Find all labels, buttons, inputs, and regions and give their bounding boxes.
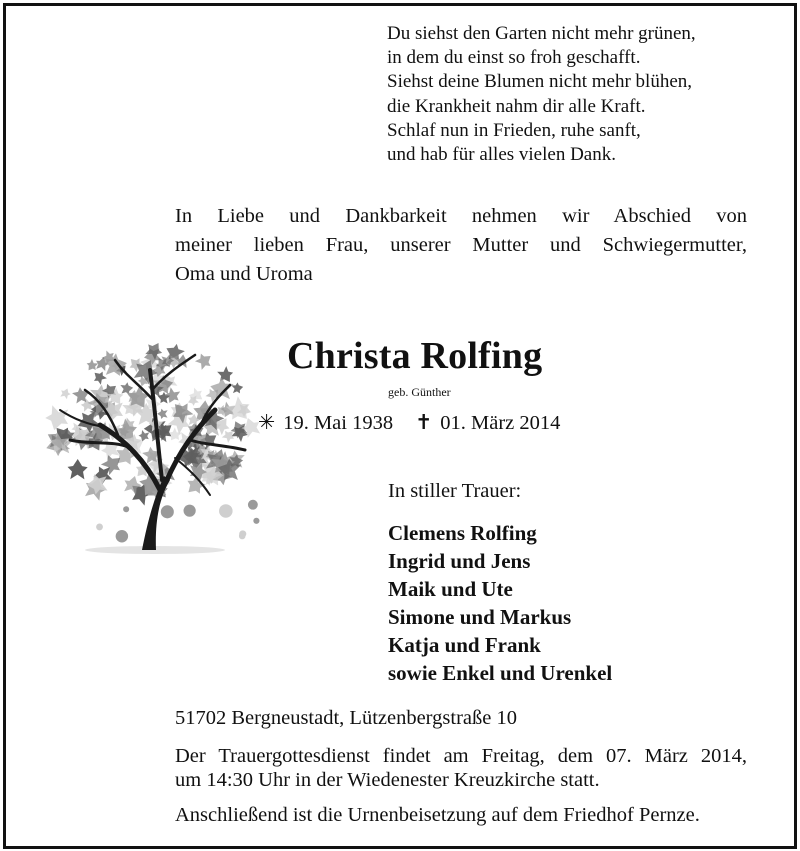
- mourner-name: Clemens Rolfing: [388, 521, 537, 545]
- poem-line: und hab für alles vielen Dank.: [387, 144, 616, 166]
- maiden-name: geb. Günther: [388, 385, 451, 399]
- address: 51702 Bergneustadt, Lützenbergstraße 10: [175, 707, 517, 729]
- mourner-name: Katja und Frank: [388, 633, 541, 657]
- farewell-line: meiner lieben Frau, unserer Mutter und Schwiegermutter,: [175, 234, 747, 256]
- mourner-name: Maik und Ute: [388, 577, 513, 601]
- leaf-shape: [84, 358, 100, 374]
- farewell-line: Oma und Uroma: [175, 263, 313, 285]
- poem-line: Du siehst den Garten nicht mehr grünen,: [387, 23, 696, 44]
- falling-leaf: [248, 500, 258, 510]
- mourning-label: In stiller Trauer:: [388, 480, 522, 502]
- mourner-name: Ingrid und Jens: [388, 549, 531, 573]
- leaf-shape: [231, 381, 244, 394]
- service-line: Der Trauergottesdienst findet am Freitag, dem 07. März 2014,: [175, 745, 747, 767]
- falling-leaf: [96, 523, 103, 530]
- farewell-line: In Liebe und Dankbarkeit nehmen wir Abschied von: [175, 205, 747, 227]
- farewell-text: [175, 202, 747, 289]
- burial-info: Anschließend ist die Urnenbeisetzung auf dem Friedhof Pernze.: [175, 804, 700, 826]
- service-info: [175, 744, 747, 792]
- birth-date: 19. Mai 1938: [283, 412, 394, 434]
- leaf-shape: [194, 350, 216, 372]
- falling-leaf: [219, 504, 233, 518]
- poem-line: in dem du einst so froh geschafft.: [387, 47, 641, 69]
- mourner-name: Simone und Markus: [388, 605, 572, 629]
- falling-leaf: [123, 506, 129, 512]
- falling-leaf: [161, 505, 174, 518]
- service-line: um 14:30 Uhr in der Wiedenester Kreuzkirche statt.: [175, 769, 600, 791]
- leaf-shape: [157, 409, 168, 420]
- falling-leaf: [253, 518, 259, 524]
- poem-line: Siehst deine Blumen nicht mehr blühen,: [387, 71, 693, 93]
- poem-line: Schlaf nun in Frieden, ruhe sanft,: [387, 119, 641, 141]
- life-dates: [258, 410, 560, 435]
- mourner-name: sowie Enkel und Urenkel: [388, 661, 613, 685]
- mourners-list: [388, 519, 612, 687]
- poem-line: die Krankheit nahm dir alle Kraft.: [387, 95, 646, 117]
- falling-leaf: [239, 530, 246, 537]
- autumn-tree-illustration: [30, 330, 265, 560]
- birth-star-icon: ✳: [258, 412, 276, 434]
- leaf-shape: [59, 387, 72, 400]
- death-cross-icon: ✝: [415, 412, 433, 434]
- deceased-name: Christa Rolfing: [287, 335, 543, 377]
- leaf-shape: [90, 368, 108, 386]
- falling-leaf: [116, 530, 128, 542]
- poem: [387, 22, 767, 167]
- leaf-shape: [215, 365, 236, 386]
- falling-leaf: [184, 505, 196, 517]
- leaf-shape: [67, 459, 88, 480]
- death-date: 01. März 2014: [440, 412, 561, 434]
